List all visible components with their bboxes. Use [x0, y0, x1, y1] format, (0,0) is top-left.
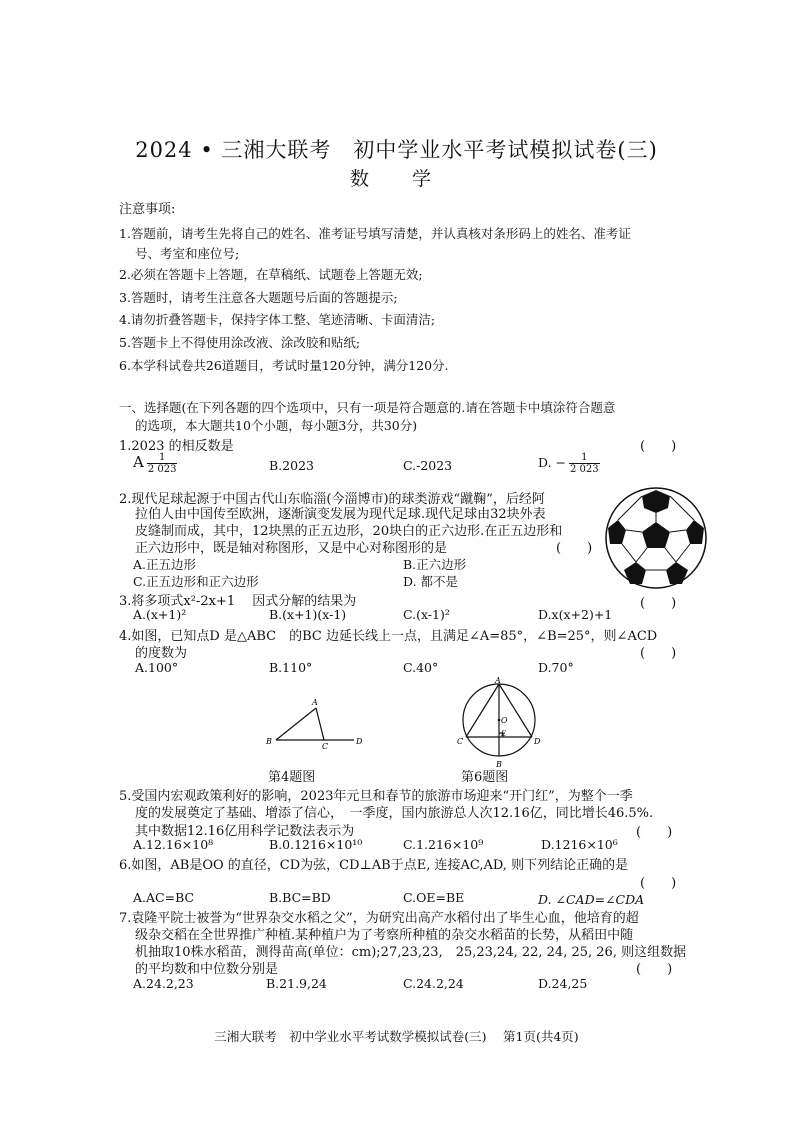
exam-title: 2024 • 三湘大联考 初中学业水平考试模拟试卷(三): [135, 138, 658, 162]
answer-bracket: ( ): [636, 962, 673, 977]
q5-option-c: C.1.216×10⁹: [403, 837, 484, 852]
answer-bracket: ( ): [636, 825, 673, 840]
q4-option-a: A.100°: [135, 660, 179, 675]
fig6-label: E: [501, 730, 507, 738]
notice-item: 号、考室和座位号;: [135, 246, 240, 261]
q5-option-a: A.12.16×10⁸: [133, 837, 214, 852]
notice-item: 2.必须在答题卡上答题，在草稿纸、试题卷上答题无效;: [119, 267, 423, 282]
q5-option-d: D.1216×10⁶: [541, 837, 618, 852]
figure-4-triangle: [262, 694, 370, 750]
q1-option-c: C.-2023: [403, 458, 453, 473]
q7-option-b: B.21.9,24: [266, 976, 327, 991]
answer-bracket: ( ): [556, 541, 593, 556]
answer-bracket: ( ): [640, 646, 677, 661]
section-heading-cont: 的选项，本大题共10个小题，每小题3分，共30分): [135, 418, 418, 433]
question-4-line: 的度数为: [135, 646, 188, 661]
soccer-ball-image: [604, 486, 708, 590]
notice-item: 6.本学科试卷共26道题目，考试时量120分钟，满分120分.: [119, 358, 449, 373]
q6-option-c: C.OE=BE: [403, 890, 465, 905]
q4-option-b: B.110°: [269, 660, 313, 675]
q6-option-d: D. ∠CAD=∠CDA: [538, 892, 645, 907]
page-footer: 三湘大联考 初中学业水平考试数学模拟试卷(三) 第1页(共4页): [214, 1029, 579, 1044]
fig6-label: B: [496, 760, 502, 768]
q2-option-a: A.正五边形: [133, 557, 197, 572]
question-2-line: 正六边形中，既是轴对称图形，又是中心对称图形的是: [135, 541, 448, 556]
q7-option-a: A.24.2,23: [133, 976, 194, 991]
fig6-label: O: [501, 716, 508, 725]
fig4-label: D: [356, 737, 363, 746]
subject-title: 数 学: [349, 168, 443, 190]
q2-option-d: D. 都不是: [403, 574, 459, 589]
fig6-label: D: [534, 737, 541, 746]
section-heading: 一、选择题(在下列各题的四个选项中，只有一项是符合题意的.请在答题卡中填涂符合题意: [119, 400, 616, 415]
question-7-line: 的平均数和中位数分别是: [135, 962, 279, 977]
q7-option-c: C.24.2,24: [403, 976, 464, 991]
q2-option-c: C.正五边形和正六边形: [133, 574, 259, 589]
figure-6-circle: [455, 676, 543, 768]
question-5-line: 度的发展奠定了基础、增添了信心， 一季度，国内旅游总人次12.16亿，同比增长46.5%.: [135, 806, 654, 821]
notice-item: 4.请勿折叠答题卡，保持字体工整、笔迹清晰、卡面清洁;: [119, 312, 436, 327]
notice-item: 1.答题前，请考生先将自己的姓名、准考证号填写清楚，并认真核对条形码上的姓名、准考证: [119, 226, 631, 241]
q3-option-c: C.(x-1)²: [403, 607, 450, 622]
figure-6-caption: 第6题图: [461, 770, 509, 785]
question-5-line: 其中数据12.16亿用科学记数法表示为: [135, 824, 355, 839]
question-2-line: 2.现代足球起源于中国古代山东临淄(今淄博市)的球类游戏“蹴鞠”，后经阿: [119, 492, 545, 507]
figure-4-caption: 第4题图: [268, 770, 316, 785]
q5-option-b: B.0.1216×10¹⁰: [269, 837, 363, 852]
question-4-line: 4.如图，已知点D 是△ABC 的BC 边延长线上一点，且满足∠A=85°，∠B=25°，则∠ACD: [119, 629, 658, 644]
notice-item: 5.答题卡上不得使用涂改液、涂改胶和贴纸;: [119, 335, 361, 350]
q7-option-d: D.24,25: [538, 976, 588, 991]
q1-option-d: D. − $\frac{1}{2 023}$: [538, 452, 599, 475]
question-3-stem: 3.将多项式x²-2x+1 因式分解的结果为: [119, 594, 357, 609]
q1-option-a: A $\frac{1}{2 023}$: [133, 452, 177, 475]
question-7-line: 7.袁隆平院士被誉为“世界杂交水稻之父”，为研究出高产水稻付出了毕生心血，他培育的超: [119, 911, 639, 926]
q3-option-b: B.(x+1)(x-1): [269, 607, 347, 622]
question-2-line: 皮缝制而成，其中，12块黑的正五边形，20块白的正六边形.在正五边形和: [135, 524, 563, 539]
q3-option-d: D.x(x+2)+1: [538, 607, 613, 622]
question-6-stem: 6.如图，AB是OO 的直径，CD为弦，CD⊥AB于点E, 连接AC,AD, 则下列结论正确的是: [119, 858, 629, 873]
question-5-line: 5.受国内宏观政策利好的影响，2023年元旦和春节的旅游市场迎来“开门红”，为整个一季: [119, 789, 633, 804]
q2-option-b: B.正六边形: [403, 557, 467, 572]
fig4-label: A: [312, 698, 318, 707]
fig6-label: C: [457, 737, 464, 746]
question-2-line: 拉伯人由中国传至欧洲，逐渐演变发展为现代足球.现代足球由32块外表: [135, 507, 546, 522]
notice-heading: 注意事项:: [119, 202, 176, 217]
answer-bracket: ( ): [640, 596, 677, 611]
q6-option-b: B.BC=BD: [269, 890, 331, 905]
q3-option-a: A.(x+1)²: [133, 607, 187, 622]
question-7-line: 级杂交稻在全世界推广种植.某种植户为了考察所种植的杂交水稻苗的长势，从稻田中随: [135, 928, 634, 943]
q4-option-c: C.40°: [403, 660, 439, 675]
q6-option-a: A.AC=BC: [133, 890, 195, 905]
answer-bracket: ( ): [640, 876, 677, 891]
fig4-label: C: [322, 742, 329, 750]
notice-item: 3.答题时，请考生注意各大题题号后面的答题提示;: [119, 290, 398, 305]
q4-option-d: D.70°: [538, 660, 574, 675]
question-1-stem: 1.2023 的相反数是: [119, 439, 234, 454]
answer-bracket: ( ): [640, 439, 677, 454]
q1-option-b: B.2023: [269, 458, 314, 473]
fig4-label: B: [266, 737, 272, 746]
question-7-line: 机抽取10株水稻苗，测得苗高(单位：cm);27,23,23, 25,23,24, 22, 24, 25, 26, 则这组数据: [135, 945, 687, 960]
fig6-label: A: [495, 676, 501, 685]
